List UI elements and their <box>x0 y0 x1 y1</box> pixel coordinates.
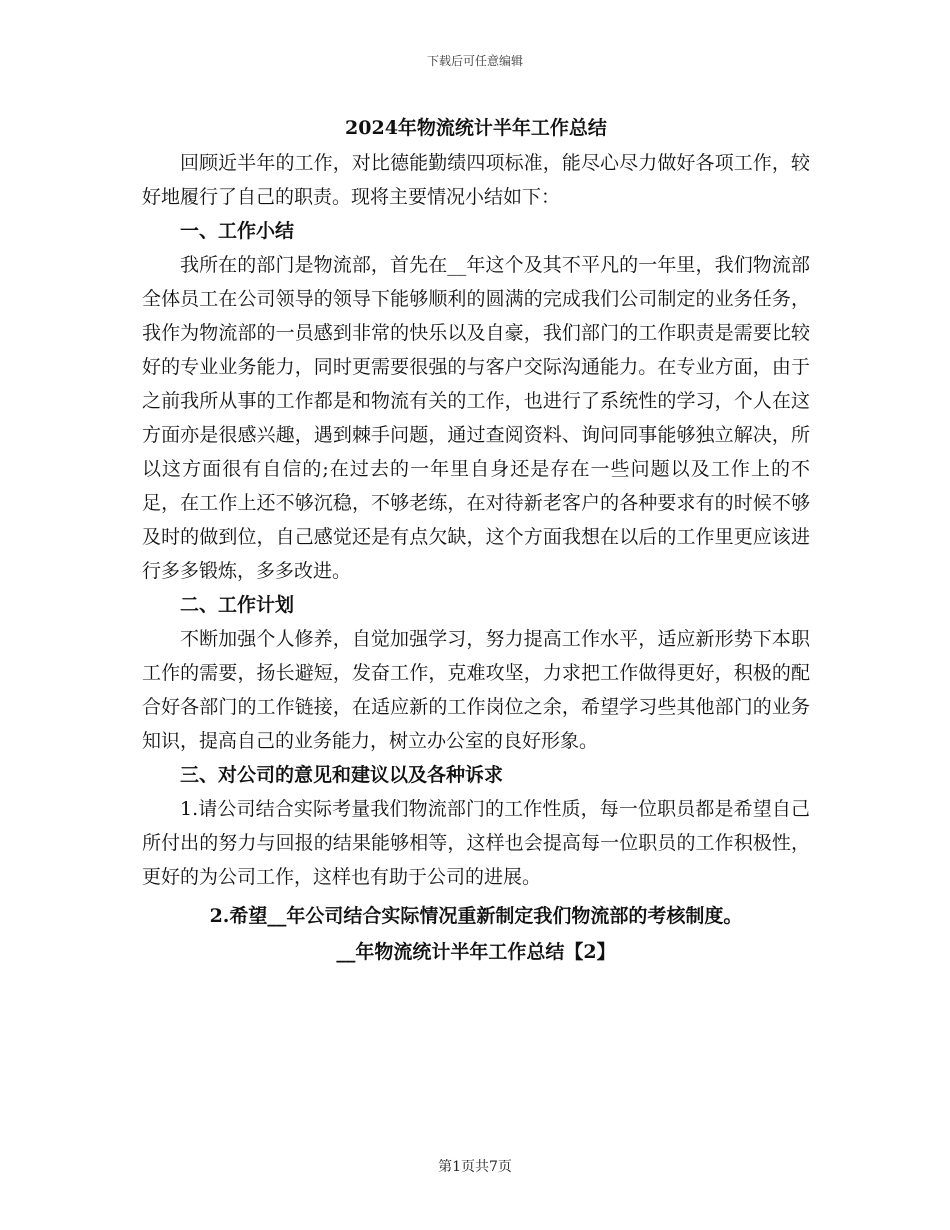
document-body <box>142 112 810 970</box>
page-header-note: 下载后可任意编辑 <box>426 54 523 68</box>
intro-paragraph: 回顾近半年的工作，对比德能勤绩四项标准，能尽心尽力做好各项工作，较好地履行了自己的职责。现将主要情况小结如下： <box>142 152 810 208</box>
section-suggestions-paragraph: 1.请公司结合实际考量我们物流部门的工作性质，每一位职员都是希望自己所付出的努力与回报的结果能够相等，这样也会提高每一位职员的工作积极性，更好的为公司工作，这样也有助于公司的进展。 <box>142 798 810 888</box>
section-heading-plan: 二、工作计划 <box>180 594 295 616</box>
next-document-title: __年物流统计半年工作总结【2】 <box>336 941 616 963</box>
section-heading-suggestions: 三、对公司的意见和建议以及各种诉求 <box>180 764 504 786</box>
suggestion-item-2: 2.希望__年公司结合实际情况重新制定我们物流部的考核制度。 <box>209 905 743 927</box>
section-summary-paragraph: 我所在的部门是物流部，首先在__年这个及其不平凡的一年里，我们物流部全体员工在公司领导的领导下能够顺利的圆满的完成我们公司制定的业务任务，我作为物流部的一员感到非常的快乐以及自豪，我们部门的工作职责是需要比较好的专业业务能力，同时更需要很强的与客户交际沟通能力。在专业方面，由于之前我所从事的工作都是和物流有关的工作，也进行了系统性的学习，个人在这方面亦是很感兴趣，遇到棘手问题，通过查阅资料、询问同事能够独立解决，所以这方面很有自信的;在过去的一年里自身还是存在一些问题以及工作上的不足，在工作上还不够沉稳，不够老练，在对待新老客户的各种要求有的时候不够及时的做到位，自己感觉还是有点欠缺，这个方面我想在以后的工作里更应该进行多多锻炼，多多改进。 <box>142 254 810 582</box>
page-number: 第1页共7页 <box>438 1159 512 1175</box>
document-title: 2024年物流统计半年工作总结 <box>345 117 607 139</box>
section-plan-paragraph: 不断加强个人修养，自觉加强学习，努力提高工作水平，适应新形势下本职工作的需要，扬长避短，发奋工作，克难攻坚，力求把工作做得更好，积极的配合好各部门的工作链接，在适应新的工作岗位之余，希望学习些其他部门的业务知识，提高自己的业务能力，树立办公室的良好形象。 <box>142 628 810 752</box>
section-heading-summary: 一、工作小结 <box>180 220 295 242</box>
